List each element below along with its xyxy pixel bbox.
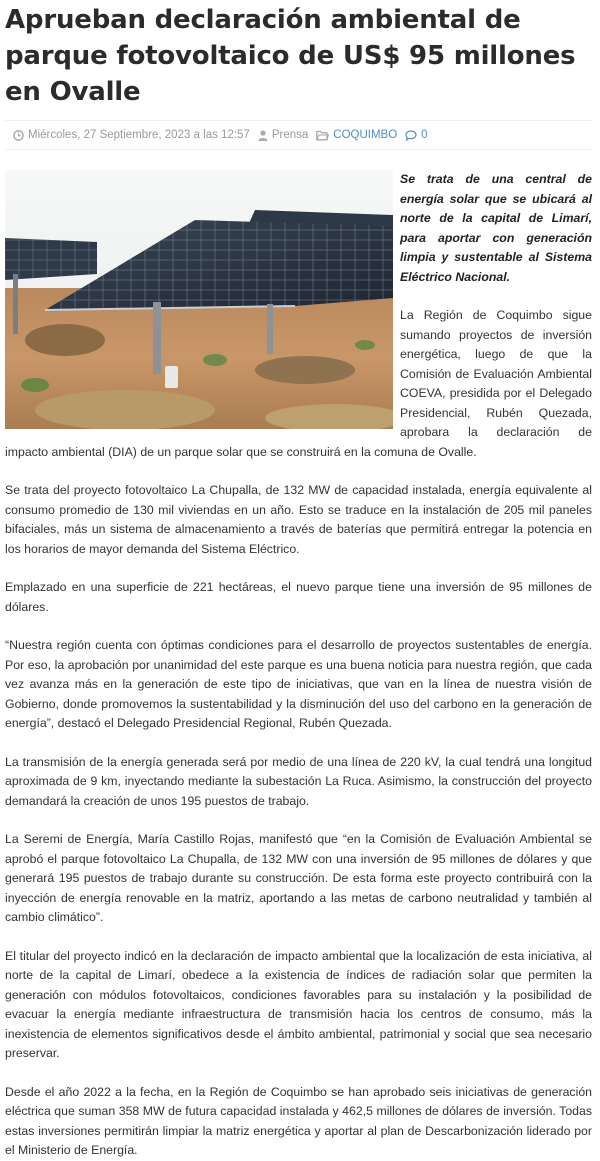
comments-count[interactable]: 0 xyxy=(421,129,428,141)
paragraph: La transmisión de la energía generada será por medio de una línea de 220 kV, la cual tendrá una longitud aproximada de 9 km, inyectando mediante la subestación La Ruca. Asimismo, la construcción del proyecto demandará la creación de unos 195 puestos de trabajo. xyxy=(5,754,592,808)
post-category[interactable] xyxy=(316,129,397,141)
paragraph: Emplazado en una superficie de 221 hectáreas, el nuevo parque tiene una inversión de 95 millones de dólares. xyxy=(5,580,592,614)
author-link[interactable]: Prensa xyxy=(271,129,309,141)
article-title: Aprueban declaración ambiental de parque fotovoltaico de US$ 95 millones en Ovalle xyxy=(5,5,576,107)
paragraph: La Región de Coquimbo sigue sumando proyectos de inversión energética, luego de que la Comisión de Evaluación Ambiental COEVA, presidida por el Delegado Presidencial, Rubén Quezada, aprobara la declaración de impacto ambiental (DIA) de un parque solar que se construirá en la comuna de Ovalle. xyxy=(5,308,592,459)
post-comments[interactable] xyxy=(405,129,427,141)
clock-icon xyxy=(13,130,24,141)
article-meta xyxy=(5,120,592,150)
date-text: Miércoles, 27 Septiembre, 2023 a las 12:57 xyxy=(28,129,250,141)
folder-icon xyxy=(316,130,329,141)
article-lead: Se trata de una central de energía solar que se ubicará al norte de la capital de Limarí, para aportar con generación limpia y sustentable al Sistema Eléctrico Nacional. xyxy=(400,172,592,284)
paragraph: El titular del proyecto indicó en la declaración de impacto ambiental que la localización de esta iniciativa, al norte de la capital de Limarí, obedece a la existencia de índices de radiación solar que permiten la generación con módulos fotovoltaicos, condiciones favorables para su instalación y la posibilidad de evacuar la energía mediante infraestructura de transmisión hacia los centros de consumo, más la inexistencia de elementos significativos desde el ámbito ambiental, patrimonial y social que sea necesario preservar. xyxy=(5,948,592,1060)
paragraph: “Nuestra región cuenta con óptimas condiciones para el desarrollo de proyectos sustentables de energía. Por eso, la aprobación por unanimidad del este parque es una buena noticia para nuestra región, que cada vez avanza más en la generación de este tipo de iniciativas, que van en la línea de nuestra visión de Gobierno, donde promovemos la sustentabilidad y la disminución del uso del carbono en la generación de energía”, destacó el Delegado Presidencial Regional, Rubén Quezada. xyxy=(5,638,592,730)
category-link[interactable]: COQUIMBO xyxy=(333,129,398,141)
article-body xyxy=(5,170,592,1161)
paragraph: Se trata del proyecto fotovoltaico La Chupalla, de 132 MW de capacidad instalada, energía equivalente al consumo promedio de 130 mil viviendas en un año. Esto se traduce en la instalación de 205 mil paneles bifaciales, más un sistema de almacenamiento a través de baterías que permitirá entregar la potencia en los horarios de mayor demanda del Sistema Eléctrico. xyxy=(5,483,592,556)
post-author[interactable] xyxy=(258,129,308,141)
paragraph: Desde el año 2022 a la fecha, en la Región de Coquimbo se han aprobado seis iniciativas de generación eléctrica que suman 358 MW de futura capacidad instalada y 462,5 millones de dólares de inversión. Todas estas inversiones permitirán limpiar la matriz energética y aportar al plan de Descarbonización liderado por el Ministerio de Energía. xyxy=(5,1084,592,1157)
solar-park-photo xyxy=(5,170,393,429)
paragraph: La Seremi de Energía, María Castillo Rojas, manifestó que “en la Comisión de Evaluación Ambiental se aprobó el parque fotovoltaico La Chupalla, de 132 MW con una inversión de 95 millones de dólares y que generará 195 puestos de trabajo durante su construcción. De esta forma este proyecto contribuirá con la inyección de energía renovable en la matriz, aportando a las metas de carbono neutralidad y también al cambio climático”. xyxy=(5,832,592,924)
user-icon xyxy=(258,130,268,141)
post-date xyxy=(13,129,250,141)
comment-icon xyxy=(405,130,417,141)
